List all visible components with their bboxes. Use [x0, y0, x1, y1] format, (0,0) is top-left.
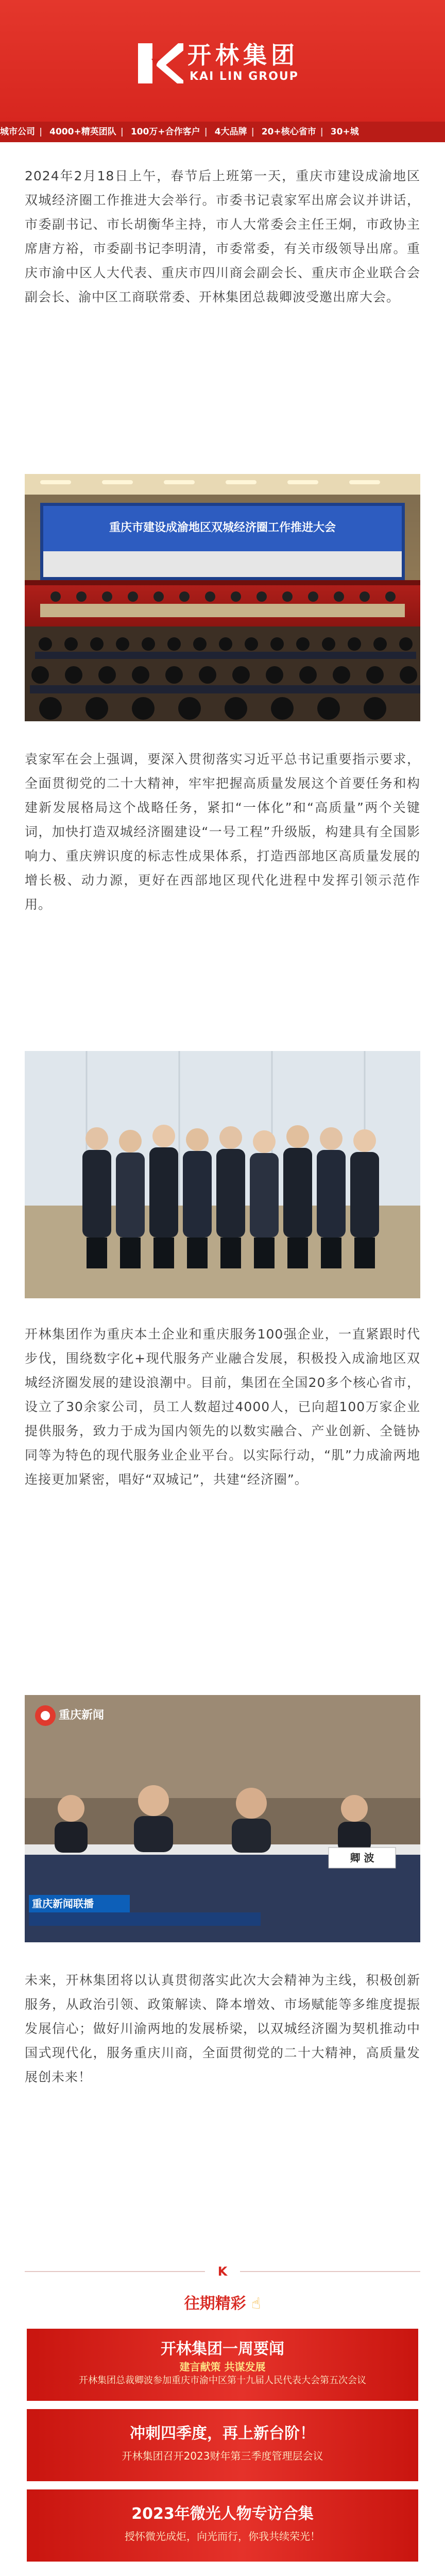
divider-line-left	[25, 2271, 205, 2272]
section-divider	[25, 2264, 420, 2279]
header-banner	[0, 0, 445, 122]
related-card-3[interactable]	[27, 2489, 418, 2562]
stats-ticker: 城市公司 | 4000+精英团队 | 100万+合作客户 | 4大品牌 | 20+核心省市 | 30+城	[0, 122, 445, 142]
ticker-item: 城市公司	[0, 127, 35, 137]
screen-title: 重庆市建设成渝地区双城经济圈工作推进大会	[109, 521, 336, 534]
article-paragraph-1: 2024年2月18日上午，春节后上班第一天，重庆市建设成渝地区双城经济圈工作推进大会举行。市委书记袁家军出席会议并讲话，市委副书记、市长胡衡华主持，市人大常委会主任王炯，市政协主席唐方裕，市委副书记李明清，市委常委，有关市级领导出席。重庆市渝中区人大代表、重庆市四川商会副会长、重庆市企业联合会副会长、渝中区工商联常委、开林集团总裁卿波受邀出席大会。	[25, 168, 420, 304]
related-card-desc: 授怀微光成炬，向光而行，你我共续荣光！	[125, 2530, 320, 2543]
ticker-item: 100万+合作客户	[130, 127, 200, 137]
related-card-subtitle: 建言献策 共谋发展	[179, 2361, 266, 2373]
ticker-item: 4大品牌	[214, 127, 247, 137]
article-paragraph-2: 袁家军在会上强调，要深入贯彻落实习近平总书记重要指示要求，全面贯彻党的二十大精神，牢牢把握高质量发展这个首要任务和构建新发展格局这个战略任务，紧扣“一体化”和“高质量”两个关键词，加快打造双城经济圈建设“一号工程”升级版，构建具有全国影响力、重庆辨识度的标志性成果体系，打造西部地区高质量发展的增长极、动力源，更好在西部地区现代化进程中发挥引领示范作用。	[25, 752, 420, 912]
related-card-1[interactable]	[27, 2329, 418, 2401]
related-card-title: 开林集团一周要闻	[161, 2340, 284, 2358]
tv-chyron: 重庆新闻联播	[32, 1897, 94, 1910]
hand-pointing-icon: ☝	[251, 2295, 261, 2313]
ticker-item: 4000+精英团队	[49, 127, 116, 137]
related-card-2[interactable]	[27, 2409, 418, 2481]
ticker-item: 30+城	[330, 127, 359, 137]
ticker-item: 20+核心省市	[261, 127, 316, 137]
related-title	[0, 2294, 445, 2314]
related-card-title: 冲刺四季度，再上新台阶！	[130, 2425, 315, 2443]
logo-text-cn: 开林集团	[187, 41, 299, 69]
related-card-desc: 开林集团召开2023财年第三季度管理层会议	[122, 2450, 323, 2462]
conference-hall-photo	[25, 474, 420, 721]
kailin-k-logo-icon	[136, 40, 183, 87]
logo-text-en: KAI LIN GROUP	[190, 70, 299, 83]
divider-line-right	[240, 2271, 420, 2272]
article-paragraph-4: 未来，开林集团将以认真贯彻落实此次大会精神为主线，积极创新服务，从政治引领、政策解读、降本增效、市场赋能等多维度提振发展信心；做好川渝两地的发展桥梁，以双城经济圈为契机推动中国式现代化，服务重庆川商，全面贯彻党的二十大精神，高质量发展创未来！	[25, 1973, 420, 2084]
tv-news-photo	[25, 1695, 420, 1942]
kailin-logo	[136, 40, 311, 87]
related-title-text: 往期精彩	[184, 2295, 246, 2313]
related-card-desc: 开林集团总裁卿波参加重庆市渝中区第十九届人民代表大会第五次会议	[79, 2375, 366, 2386]
divider-mark: K	[217, 2264, 228, 2279]
tv-logo: 重庆新闻	[59, 1709, 105, 1722]
group-photo	[25, 1051, 420, 1298]
article-paragraph-3: 开林集团作为重庆本土企业和重庆服务100强企业，一直紧跟时代步伐，围绕数字化+现代服务产业融合发展，积极投入成渝地区双城经济圈发展的建设浪潮中。目前，集团在全国20多个核心省市，设立了30余家公司，员工人数超过4000人，已向超100万家企业提供服务，致力于成为国内领先的以数实融合、产业创新、全链协同等为特色的现代服务业企业平台。以实际行动，“肌”力成渝两地连接更加紧密，唱好“双城记”，共建“经济圈”。	[25, 1327, 420, 1487]
related-card-title: 2023年微光人物专访合集	[131, 2505, 314, 2523]
attendee-nameplate: 卿 波	[350, 1852, 374, 1864]
